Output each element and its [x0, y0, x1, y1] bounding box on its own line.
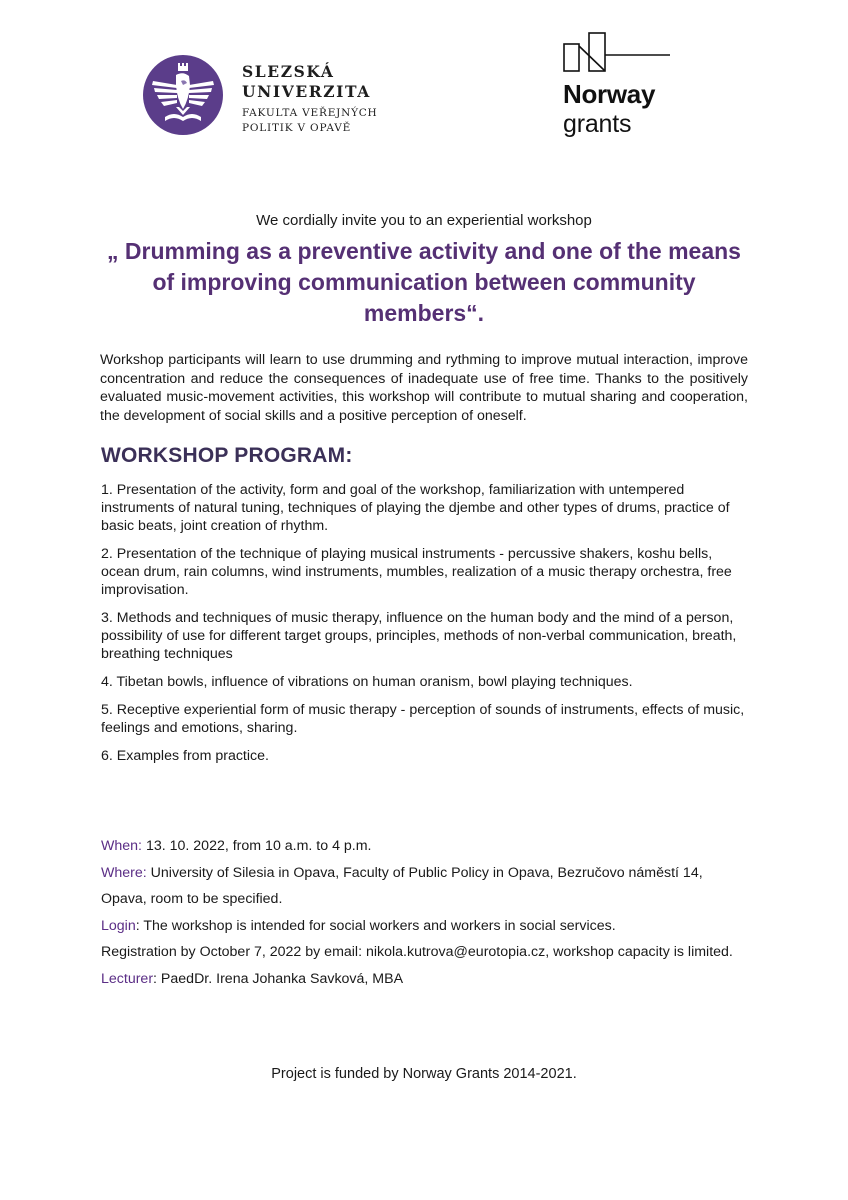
detail-where	[101, 860, 751, 913]
program-item: 1. Presentation of the activity, form and goal of the workshop, familiarization with untempered instruments of natural tuning, techniques of playing the djembe and other types of drums, practice of basic beats, joint creation of rhythm.	[101, 482, 730, 534]
faculty-name-line2: POLITIK V OPAVĚ	[242, 122, 352, 134]
program-item: 2. Presentation of the technique of playing musical instruments - percussive shakers, koshu bells, ocean drum, rain columns, wind instruments, mumbles, realization of a music therapy orchestra, free improvisation.	[101, 546, 732, 598]
faculty-name-line1: FAKULTA VEŘEJNÝCH	[242, 107, 378, 119]
when-label: When:	[101, 838, 143, 854]
detail-login	[101, 913, 751, 940]
login-label: Login	[101, 917, 136, 934]
login-value: : The workshop is intended for social workers and workers in social services.	[135, 917, 616, 934]
funding-note: Project is funded by Norway Grants 2014-2021.	[271, 1066, 577, 1082]
university-name-line2: UNIVERZITA	[242, 82, 371, 101]
workshop-title: „ Drumming as a preventive activity and one of the means of improving communication between community members“.	[107, 238, 741, 326]
event-details	[101, 833, 751, 992]
invitation-intro: We cordially invite you to an experiential workshop	[256, 212, 592, 229]
lecturer-value: : PaedDr. Irena Johanka Savková, MBA	[153, 970, 404, 987]
program-item: 3. Methods and techniques of music therapy, influence on the human body and the mind of a person, possibility of use for different target groups, principles, methods of non-verbal communication, breath, breathing techniques	[101, 610, 737, 662]
university-logo	[143, 55, 223, 135]
university-name-line1: SLEZSKÁ	[242, 62, 335, 81]
norway-grants-mark-icon	[562, 32, 672, 72]
program-item: 5. Receptive experiential form of music therapy - perception of sounds of instruments, effects of music, feelings and emotions, sharing.	[101, 702, 745, 736]
eagle-emblem-icon	[143, 55, 223, 135]
workshop-description: Workshop participants will learn to use drumming and rythming to improve mutual interaction, improve concentration and reduce the consequences of inadequate use of free time. Thanks to the positively evaluated music-movement activities, this workshop will contribute to mutual sharing and cooperation, the development of social skills and a positive perception of oneself.	[100, 352, 748, 424]
when-value: 13. 10. 2022, from 10 a.m. to 4 p.m.	[142, 838, 372, 854]
detail-lecturer	[101, 966, 751, 993]
program-list	[101, 481, 751, 775]
detail-when	[101, 833, 751, 860]
where-label: Where:	[101, 864, 147, 881]
program-item: 4. Tibetan bowls, influence of vibrations on human oranism, bowl playing techniques.	[101, 674, 633, 690]
program-item: 6. Examples from practice.	[101, 748, 269, 764]
detail-registration: Registration by October 7, 2022 by email: nikola.kutrova@eurotopia.cz, workshop capacity is limited.	[101, 944, 733, 960]
norway-grants-logo	[562, 32, 672, 72]
lecturer-label: Lecturer	[101, 970, 154, 987]
norway-grants-wordmark-norway: Norway	[563, 79, 656, 109]
norway-grants-wordmark-grants: grants	[563, 110, 632, 138]
where-value: University of Silesia in Opava, Faculty of Public Policy in Opava, Bezručovo náměstí 14, Opava, room to be specified.	[101, 864, 703, 907]
program-heading: WORKSHOP PROGRAM:	[101, 444, 353, 467]
